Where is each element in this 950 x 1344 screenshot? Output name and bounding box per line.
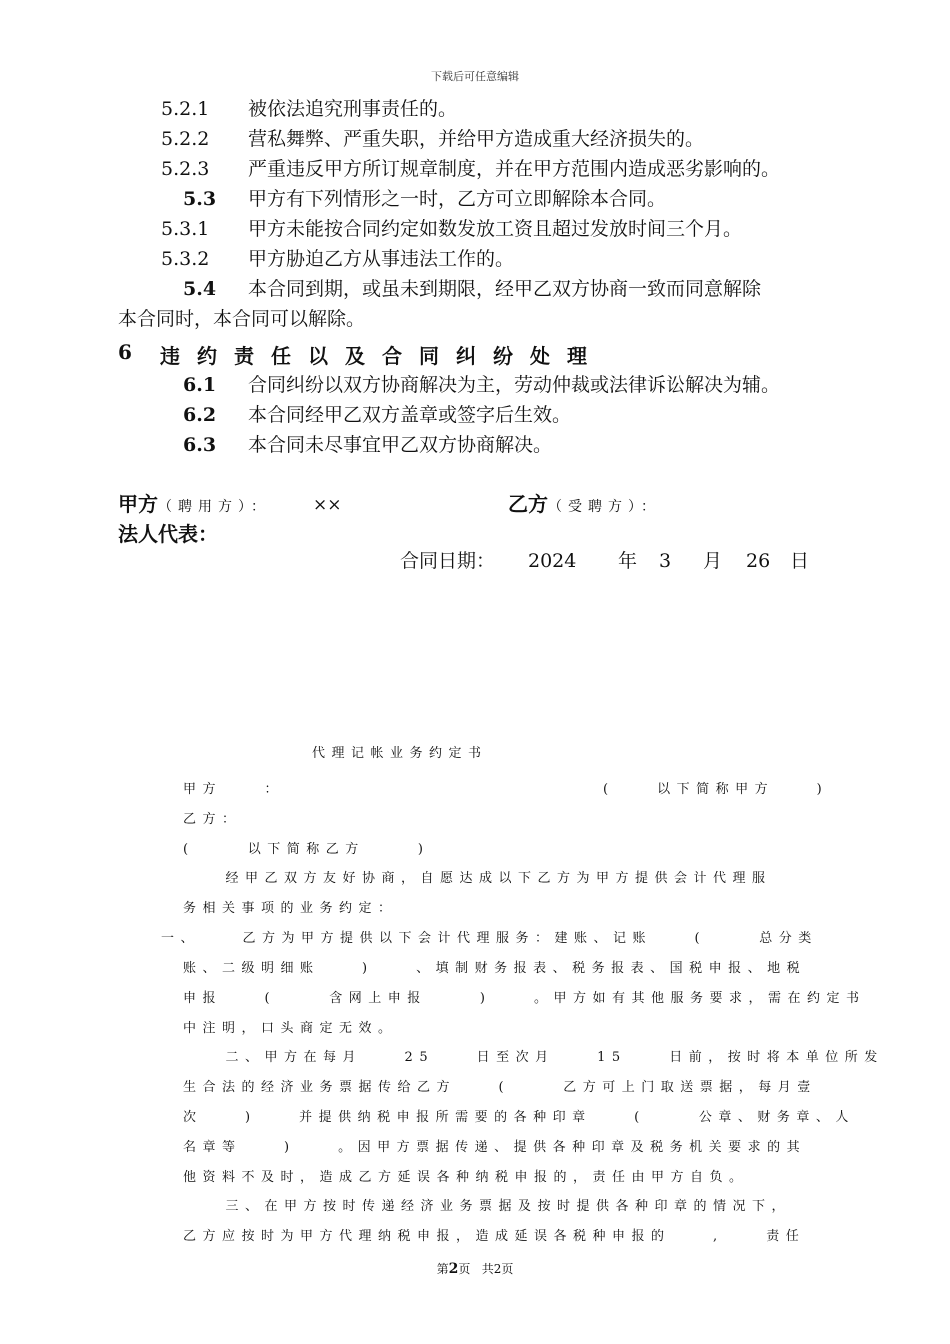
agreement-line: 一、 乙方为甲方提供以下会计代理服务：建账、记账 ( 总分类 (161, 931, 818, 946)
agreement-line: 次 ) 并提供纳税申报所需要的各种印章 ( 公章、财务章、人 (183, 1110, 855, 1125)
clause-number: 5.3.2 (161, 248, 210, 270)
page-suffix: 页 (458, 1262, 471, 1276)
clause-number: 6.1 (183, 374, 217, 396)
agreement-line: 乙方应按时为甲方代理纳税申报，造成延误各税种申报的 , 责任 (183, 1229, 806, 1244)
clause-text: 甲方胁迫乙方从事违法工作的。 (248, 248, 515, 270)
party-a-name: 甲方 (118, 492, 158, 516)
party-a-value: ×× (313, 495, 342, 515)
clause-text-continued: 本合同时，本合同可以解除。 (118, 308, 366, 330)
contract-date-label: 合同日期： (400, 550, 496, 572)
agreement-line: 生合法的经济业务票据传给乙方 ( 乙方可上门取送票据，每月壹 (183, 1080, 817, 1095)
page-total: 共2页 (481, 1262, 514, 1276)
party-a-role: （聘用方）： (158, 499, 271, 515)
day-unit: 日 (790, 550, 810, 572)
agreement-line: 三、在甲方按时传递经济业务票据及按时提供各种印章的情况下， (183, 1199, 792, 1214)
contract-day: 26 (746, 550, 771, 572)
clause-number: 5.4 (183, 278, 217, 300)
clause-number: 5.2.2 (161, 128, 210, 150)
clause-text: 本合同到期，或虽未到期限，经甲乙双方协商一致而同意解除 (248, 278, 762, 300)
page-header: 下载后可任意编辑 (431, 70, 519, 83)
section-number: 6 (118, 340, 132, 364)
clause-number: 6.2 (183, 404, 217, 426)
clause-text: 营私舞弊、严重失职，并给甲方造成重大经济损失的。 (248, 128, 705, 150)
agreement-line: 乙方： (183, 812, 242, 827)
clause-text: 严重违反甲方所订规章制度，并在甲方范围内造成恶劣影响的。 (248, 158, 781, 180)
contract-year: 2024 (528, 550, 577, 572)
agreement-title: 代理记帐业务约定书 (312, 746, 488, 761)
agreement-line: 经甲乙双方友好协商，自愿达成以下乙方为甲方提供会计代理服 (183, 871, 772, 886)
contract-month: 3 (659, 550, 672, 572)
clause-text: 本合同未尽事宜甲乙双方协商解决。 (248, 434, 553, 456)
clause-number: 5.2.1 (161, 98, 210, 120)
agreement-line: 务相关事项的业务约定： (183, 901, 398, 916)
agreement-line: 二、甲方在每月 25 日至次月 15 日前，按时将本单位所发 (183, 1050, 884, 1065)
party-b-label (508, 488, 661, 517)
clause-text: 被依法追究刑事责任的。 (248, 98, 458, 120)
party-b-name: 乙方 (508, 492, 548, 516)
clause-text: 甲方有下列情形之一时，乙方可立即解除本合同。 (248, 188, 667, 210)
agreement-line: 甲方 ： ( 以下简称甲方 ) (183, 782, 829, 797)
section-title: 违约责任以及合同纠纷处理 (160, 344, 604, 368)
clause-text: 合同纠纷以双方协商解决为主，劳动仲裁或法律诉讼解决为辅。 (248, 374, 781, 396)
agreement-line: ( 以下简称乙方 ) (183, 842, 430, 857)
agreement-line: 他资料不及时，造成乙方延误各种纳税申报的，责任由甲方自负。 (183, 1170, 749, 1185)
clause-number: 5.2.3 (161, 158, 210, 180)
page-number: 2 (448, 1261, 459, 1277)
agreement-line: 名章等 ) 。因甲方票据传递、提供各种印章及税务机关要求的其 (183, 1140, 807, 1155)
party-b-role: （受聘方）： (548, 499, 661, 515)
clause-number: 5.3 (183, 188, 217, 210)
clause-number: 5.3.1 (161, 218, 210, 240)
clause-text: 本合同经甲乙双方盖章或签字后生效。 (248, 404, 572, 426)
clause-text: 甲方未能按合同约定如数发放工资且超过发放时间三个月。 (248, 218, 743, 240)
party-a-label (118, 488, 271, 517)
agreement-line: 申报 ( 含网上申报 ) 。甲方如有其他服务要求，需在约定书 (183, 991, 866, 1006)
month-unit: 月 (703, 550, 723, 572)
legal-representative-label: 法人代表： (118, 522, 218, 546)
agreement-line: 中注明，口头商定无效。 (183, 1021, 398, 1036)
year-unit: 年 (618, 550, 638, 572)
agreement-line: 账、二级明细账 ) 、填制财务报表、税务报表、国税申报、地税 (183, 961, 807, 976)
clause-number: 6.3 (183, 434, 217, 456)
page-footer (0, 1260, 950, 1277)
page-prefix: 第 (436, 1262, 449, 1276)
